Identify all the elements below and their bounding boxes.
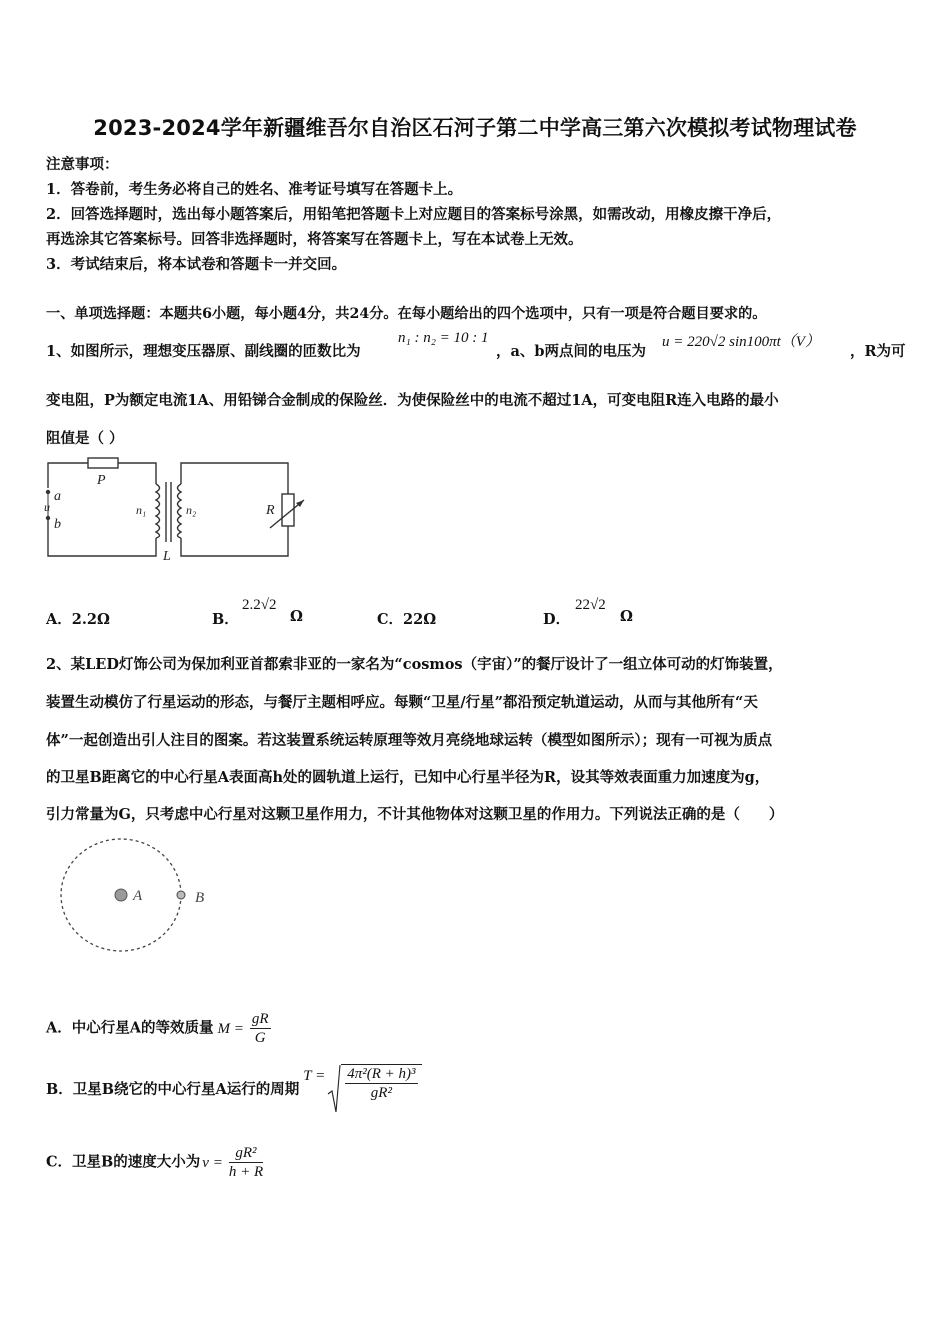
q2-option-a-lhs: M = bbox=[217, 1020, 244, 1037]
label-n1: n₁ bbox=[136, 503, 147, 517]
label-r: R bbox=[266, 503, 275, 518]
transformer-circuit-diagram bbox=[40, 456, 320, 564]
q1-turns-ratio: n₁ : n₂ = 10 : 1 bbox=[398, 330, 489, 346]
q1-option-b-label[interactable]: B． bbox=[212, 611, 239, 628]
label-p: P bbox=[97, 473, 106, 488]
q2-line-1: 2、某LED灯饰公司为保加利亚首都索非亚的一家名为“cosmos（宇宙）”的餐厅设计了一组立体可动的灯饰装置， bbox=[46, 656, 783, 673]
q2-option-c-fraction bbox=[229, 1144, 263, 1181]
q1-option-a[interactable]: A．2.2Ω bbox=[46, 611, 110, 628]
q1-line-2: 变电阻，P为额定电流1A、用铅锑合金制成的保险丝．为使保险丝中的电流不超过1A，可变电阻R连入电路的最小 bbox=[46, 392, 779, 409]
q2-option-a-fraction bbox=[250, 1010, 271, 1047]
q2-line-3: 体”一起创造出引人注目的图案。若这装置系统运转原理等效月亮绕地球运转（模型如图所示）；现有一可视为质点 bbox=[46, 732, 773, 749]
q2-option-b-lhs: T = bbox=[303, 1068, 326, 1084]
q2-option-a-denominator: G bbox=[254, 1030, 266, 1046]
q1-voltage: u = 220√2 sin100πt（V） bbox=[662, 334, 820, 350]
q1-option-b-value: 2.2√2 bbox=[242, 597, 277, 613]
q2-option-b-denominator: gR² bbox=[370, 1085, 392, 1101]
notice-item-3: 3．考试结束后，将本试卷和答题卡一并交回。 bbox=[46, 256, 347, 273]
notice-heading: 注意事项： bbox=[46, 156, 119, 173]
label-l: L bbox=[163, 549, 171, 564]
page-title: 2023-2024学年新疆维吾尔自治区石河子第二中学高三第六次模拟考试物理试卷 bbox=[93, 116, 857, 140]
q1-line-3: 阻值是（ ） bbox=[46, 430, 124, 447]
q2-option-b-numerator: 4π²(R + h)³ bbox=[347, 1066, 416, 1082]
q2-option-c[interactable] bbox=[46, 1144, 263, 1181]
q1-line-1-a: 1、如图所示，理想变压器原、副线圈的匝数比为 bbox=[46, 343, 361, 360]
q2-line-5: 引力常量为G，只考虑中心行星对这颗卫星作用力，不计其他物体对这颗卫星的作用力。下列说法正确的是（ ） bbox=[46, 806, 784, 823]
notice-item-1: 1．答卷前，考生务必将自己的姓名、准考证号填写在答题卡上。 bbox=[46, 181, 463, 198]
orbit-diagram bbox=[55, 835, 225, 955]
q2-option-a-numerator: gR bbox=[251, 1011, 269, 1027]
q1-option-d-value: 22√2 bbox=[575, 597, 606, 613]
notice-item-2-line-1: 2．回答选择题时，选出每小题答案后，用铅笔把答题卡上对应题目的答案标号涂黑，如需改动，用橡皮擦干净后， bbox=[46, 206, 782, 223]
label-u: u bbox=[44, 500, 50, 514]
q2-option-c-text: C．卫星B的速度大小为 bbox=[46, 1153, 201, 1171]
label-satellite-b: B bbox=[195, 890, 205, 906]
q1-option-c[interactable]: C．22Ω bbox=[377, 611, 437, 628]
sqrt-sign-icon bbox=[327, 1064, 341, 1114]
label-planet-a: A bbox=[133, 888, 143, 904]
label-a: a bbox=[54, 489, 61, 504]
q1-line-1-b: ，a、b两点间的电压为 bbox=[496, 343, 647, 360]
label-n2: n₂ bbox=[186, 503, 197, 517]
q1-option-d-unit: Ω bbox=[620, 608, 633, 625]
q2-option-b-fraction bbox=[341, 1064, 421, 1102]
q2-option-c-numerator: gR² bbox=[229, 1144, 263, 1163]
q1-option-b-unit: Ω bbox=[290, 608, 303, 625]
q2-line-2: 装置生动模仿了行星运动的形态，与餐厅主题相呼应。每颗“卫星/行星”都沿预定轨道运动，从而与其他所有“天 bbox=[46, 694, 758, 711]
q1-option-d-label[interactable]: D． bbox=[543, 611, 571, 628]
q2-line-4: 的卫星B距离它的中心行星A表面高h处的圆轨道上运行，已知中心行星半径为R，设其等效表面重力加速度为g， bbox=[46, 769, 770, 786]
q2-option-c-denominator: h + R bbox=[228, 1164, 264, 1180]
q2-option-c-lhs: v = bbox=[202, 1154, 223, 1171]
q2-option-b[interactable] bbox=[46, 1064, 422, 1114]
q2-option-a[interactable] bbox=[46, 1010, 271, 1047]
notice-item-2-line-2: 再选涂其它答案标号。回答非选择题时，将答案写在答题卡上，写在本试卷上无效。 bbox=[46, 231, 583, 248]
q2-option-b-text: B．卫星B绕它的中心行星A运行的周期 bbox=[46, 1081, 300, 1098]
fuse-p-symbol bbox=[88, 458, 118, 468]
satellite-b bbox=[177, 891, 185, 899]
planet-a bbox=[115, 889, 127, 901]
label-b: b bbox=[54, 517, 61, 532]
q1-line-1-c: ，R为可 bbox=[850, 343, 906, 360]
q2-option-a-text: A．中心行星A的等效质量 bbox=[46, 1019, 214, 1037]
section-1-heading: 一、单项选择题：本题共6小题，每小题4分，共24分。在每小题给出的四个选项中，只有一项是符合题目要求的。 bbox=[46, 306, 767, 322]
q2-option-b-radical bbox=[327, 1064, 421, 1114]
